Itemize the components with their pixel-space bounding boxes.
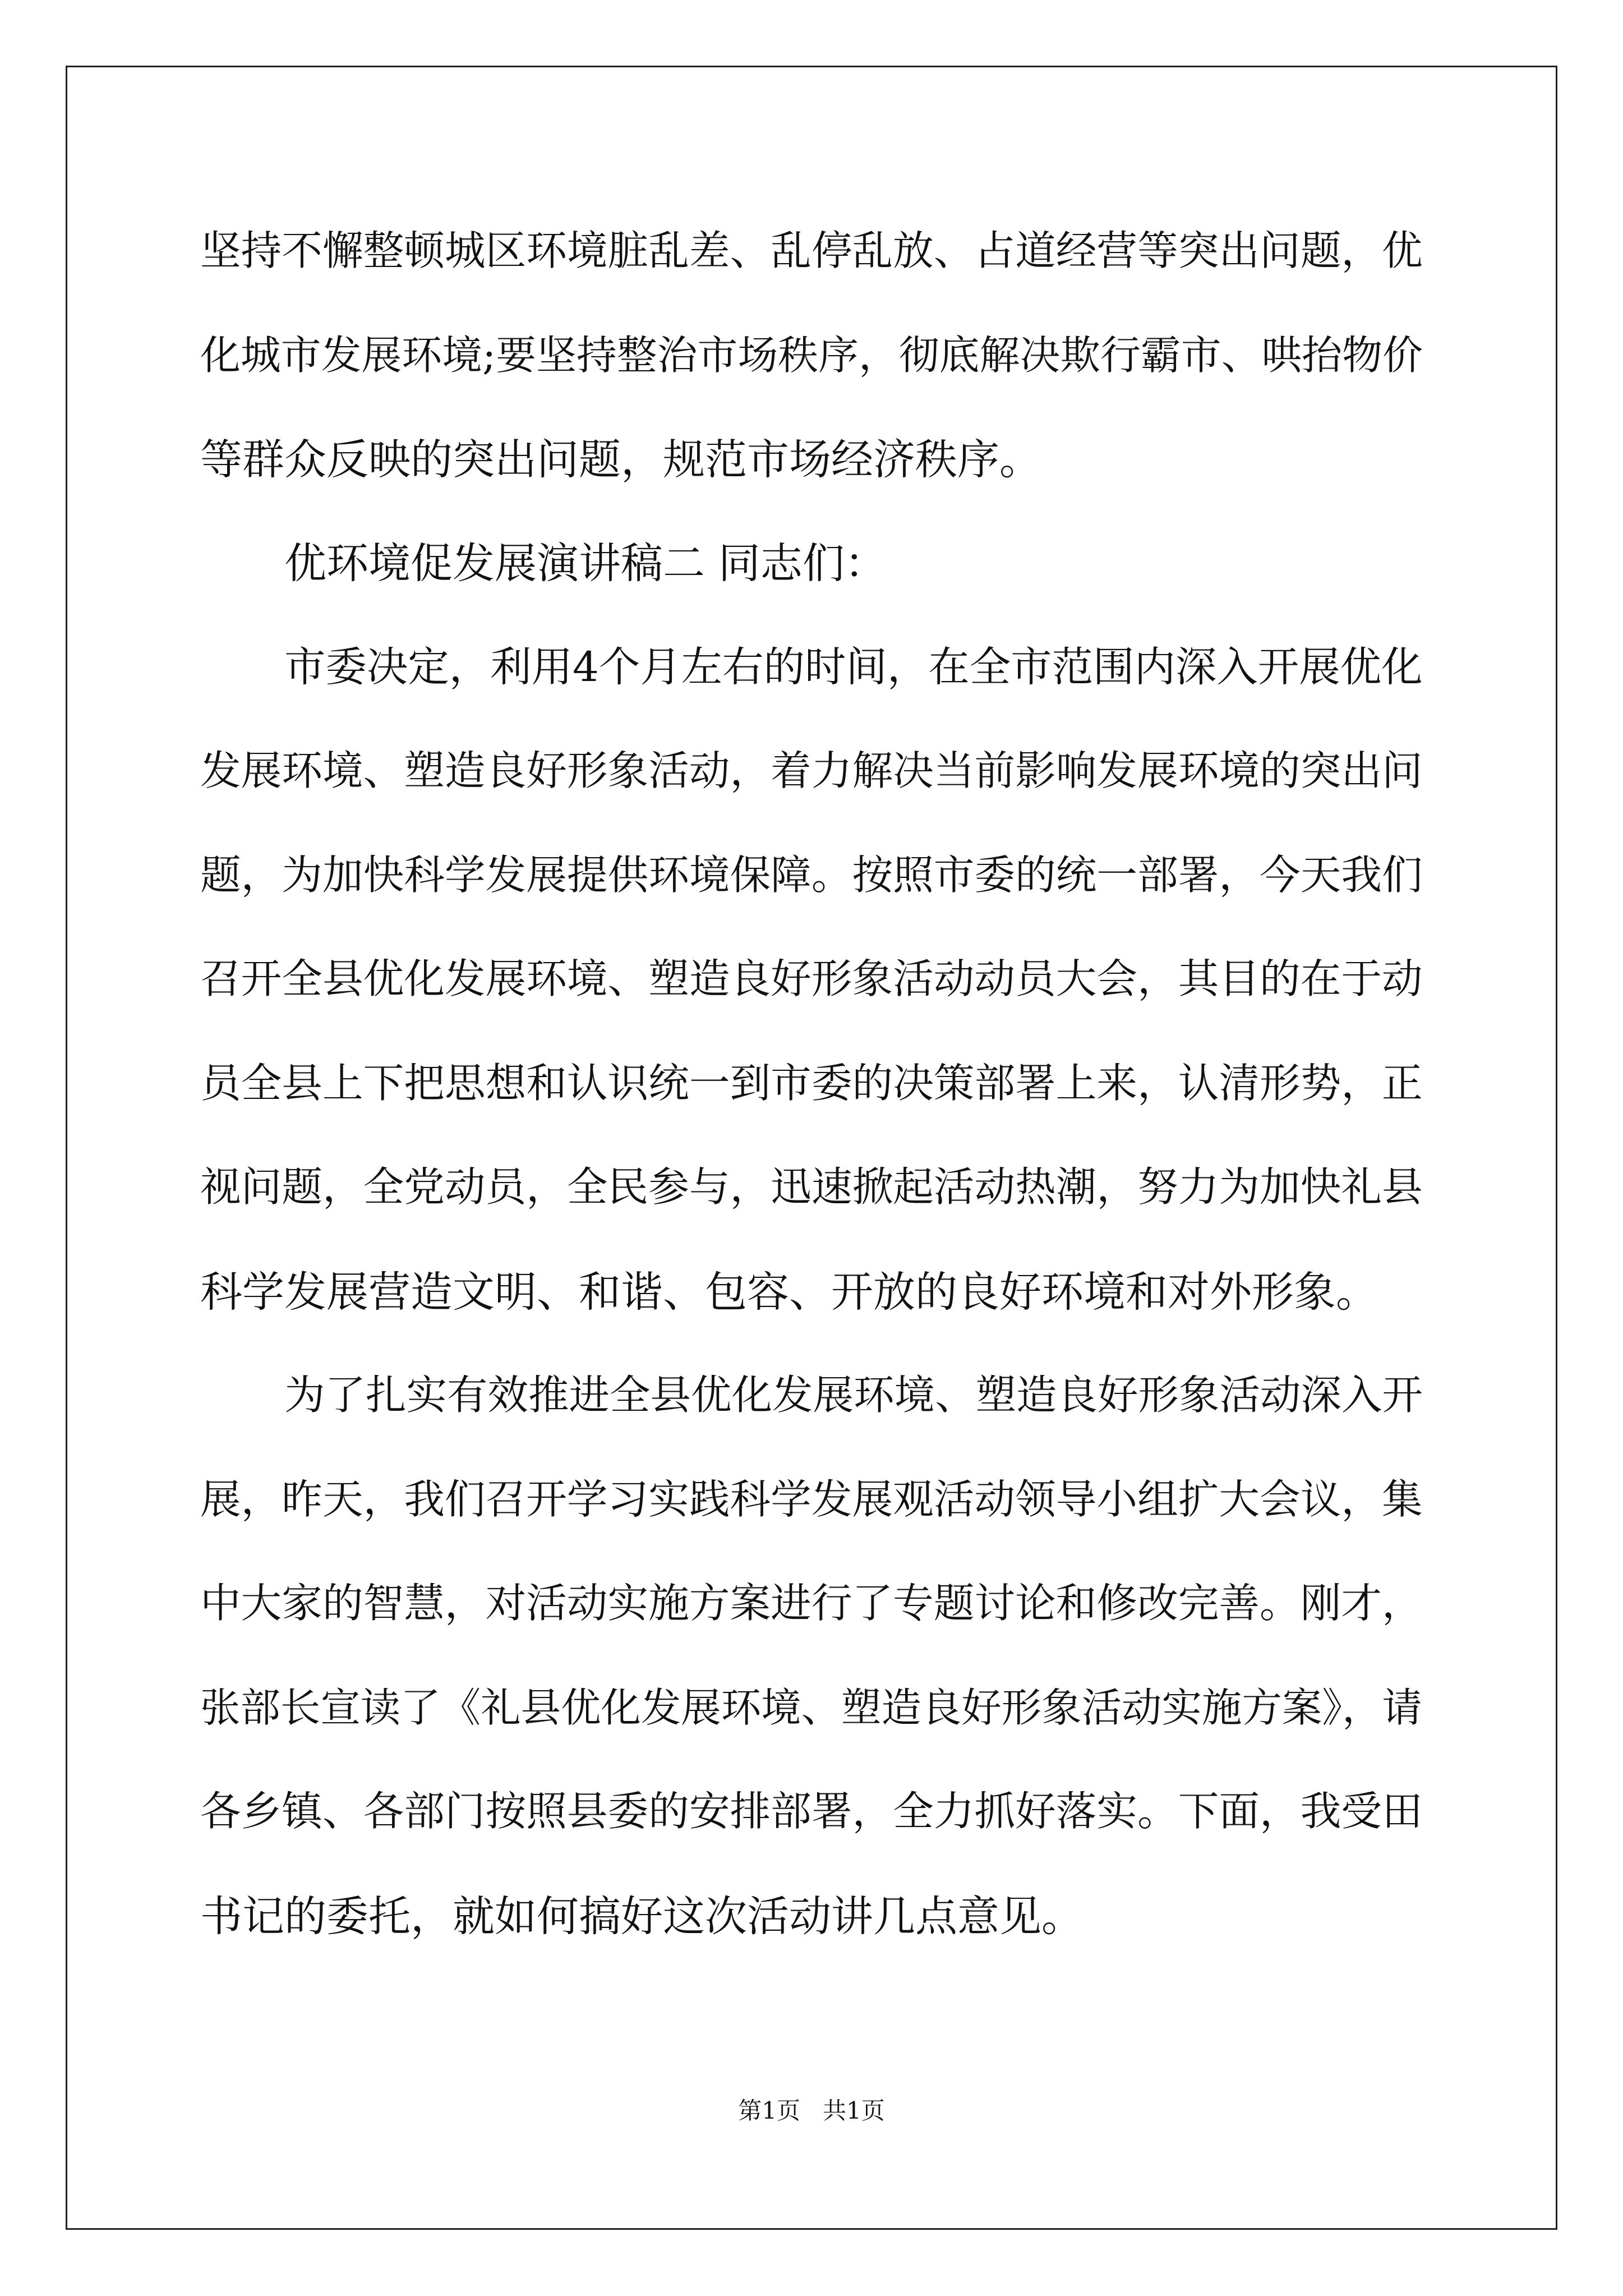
text-line: 化城市发展环境;要坚持整治市场秩序，彻底解决欺行霸市、哄抬物价 — [200, 332, 1423, 379]
text-line: 坚持不懈整顿城区环境脏乱差、乱停乱放、占道经营等突出问题，优 — [200, 228, 1423, 275]
text-line: 市委决定，利用4个月左右的时间，在全市范围内深入开展优化 — [284, 643, 1423, 691]
text-line: 视问题，全党动员，全民参与，迅速掀起活动热潮，努力为加快礼县 — [200, 1164, 1423, 1211]
text-line: 各乡镇、各部门按照县委的安排部署，全力抓好落实。下面，我受田 — [200, 1788, 1423, 1835]
text-line: 为了扎实有效推进全县优化发展环境、塑造良好形象活动深入开 — [284, 1372, 1423, 1419]
text-line: 题，为加快科学发展提供环境保障。按照市委的统一部署，今天我们 — [200, 852, 1423, 899]
text-line: 发展环境、塑造良好形象活动，着力解决当前影响发展环境的突出问 — [200, 748, 1423, 795]
page-footer: 第1页 共1页 — [738, 2097, 885, 2124]
text-line: 等群众反映的突出问题，规范市场经济秩序。 — [200, 435, 1042, 484]
text-line: 优环境促发展演讲稿二 同志们： — [284, 539, 887, 588]
text-line: 科学发展营造文明、和谐、包容、开放的良好环境和对外形象。 — [200, 1267, 1378, 1317]
text-line: 书记的委托，就如何搞好这次活动讲几点意见。 — [200, 1892, 1084, 1941]
text-line: 中大家的智慧，对活动实施方案进行了专题讨论和修改完善。刚才， — [200, 1580, 1423, 1627]
text-line: 展，昨天，我们召开学习实践科学发展观活动领导小组扩大会议，集 — [200, 1476, 1423, 1524]
text-line: 张部长宣读了《礼县优化发展环境、塑造良好形象活动实施方案》，请 — [200, 1685, 1422, 1731]
text-line: 召开全县优化发展环境、塑造良好形象活动动员大会，其目的在于动 — [200, 956, 1423, 1003]
text-line: 员全县上下把思想和认识统一到市委的决策部署上来，认清形势，正 — [200, 1060, 1423, 1107]
